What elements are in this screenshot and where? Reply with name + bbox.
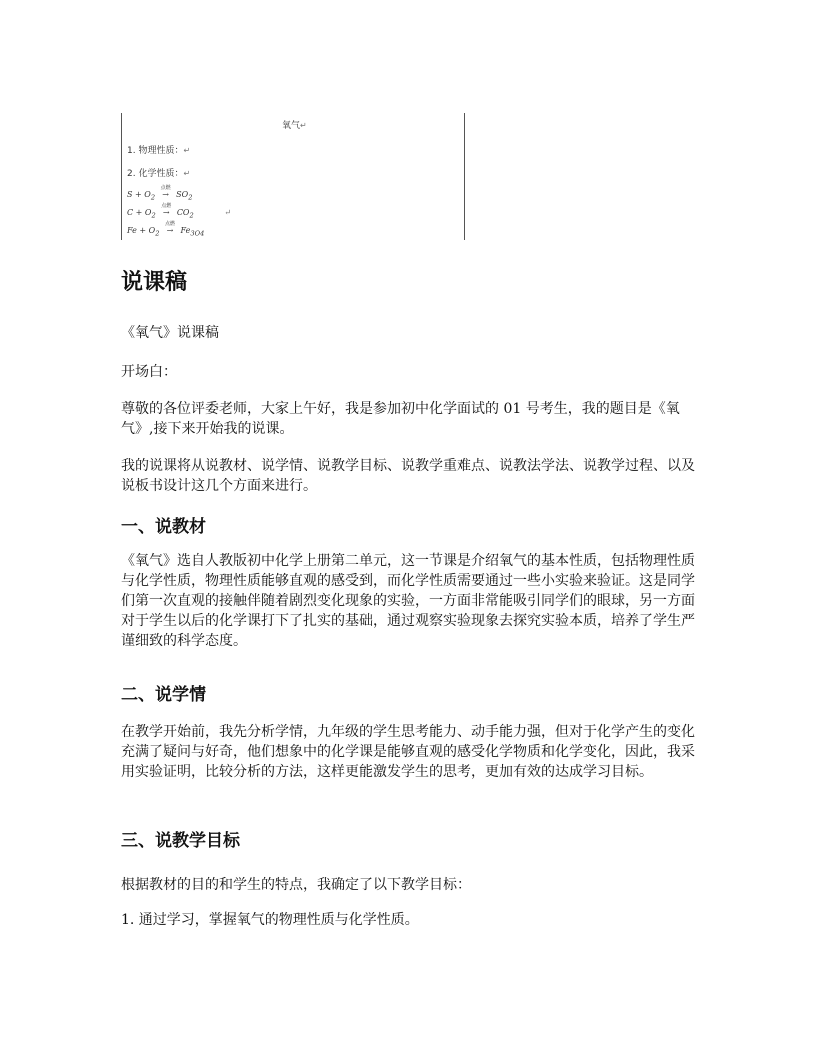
board-title: 氧气: [282, 121, 301, 131]
equation-iron: $Fe + O_2$ 点燃 → $Fe_{3O4}$: [127, 221, 205, 238]
reaction-arrow-icon: 点燃 →: [160, 185, 171, 199]
paragraph-greeting: 尊敬的各位评委老师，大家上午好，我是参加初中化学面试的 01 号考生，我的题目是《氧气》,接下来开始我的说课。: [121, 401, 680, 437]
section-heading-textbook: 一、说教材: [121, 517, 206, 537]
reaction-arrow-icon: 点燃 →: [161, 203, 172, 217]
section-heading-students: 二、说学情: [121, 685, 206, 705]
return-mark-icon: ↵: [183, 146, 191, 155]
paragraph-students: 在教学开始前，我先分析学情，九年级的学生思考能力、动手能力强，但对于化学产生的变化充满了疑问与好奇，他们想象中的化学课是能够直观的感受化学物质和化学变化，因此，我采用实验证明，比较分析的方法，这样更能激发学生的思考，更加有效的达成学习目标。: [121, 724, 695, 780]
board-physical-properties: 1. 物理性质：: [127, 146, 184, 156]
blackboard-design-image: [121, 113, 465, 240]
equation-sulfur: $S + O_2$ 点燃 → $SO_2$: [127, 185, 193, 202]
document-title: 说课稿: [121, 270, 188, 295]
paragraph-objective-1: 1. 通过学习，掌握氧气的物理性质与化学性质。: [121, 912, 419, 928]
reaction-arrow-icon: 点燃 →: [164, 221, 175, 235]
return-mark-icon: ↵: [300, 121, 307, 130]
return-mark-icon: ↵: [224, 208, 231, 217]
paragraph-subtitle: 《氧气》说课稿: [121, 325, 219, 341]
board-chemical-properties: 2. 化学性质：: [127, 169, 184, 179]
paragraph-outline: 我的说课将从说教材、说学情、说教学目标、说教学重难点、说教法学法、说教学过程、以及说板书设计这几个方面来进行。: [121, 458, 695, 494]
paragraph-opening: 开场白：: [121, 364, 177, 380]
paragraph-textbook: 《氧气》选自人教版初中化学上册第二单元，这一节课是介绍氧气的基本性质，包括物理性质与化学性质，物理性质能够直观的感受到，而化学性质需要通过一些小实验来验证。这是同学们第一次直观的接触伴随着剧烈变化现象的实验，一方面非常能吸引同学们的眼球，另一方面对于学生以后的化学课打下了扎实的基础，通过观察实验现象去探究实验本质，培养了学生严谨细致的科学态度。: [121, 553, 695, 649]
return-mark-icon: ↵: [183, 169, 191, 178]
section-heading-objectives: 三、说教学目标: [121, 831, 240, 851]
paragraph-objectives-intro: 根据教材的目的和学生的特点，我确定了以下教学目标：: [121, 877, 471, 893]
equation-carbon: $C + O_2$ 点燃 → $CO_2$ ↵: [127, 203, 231, 220]
